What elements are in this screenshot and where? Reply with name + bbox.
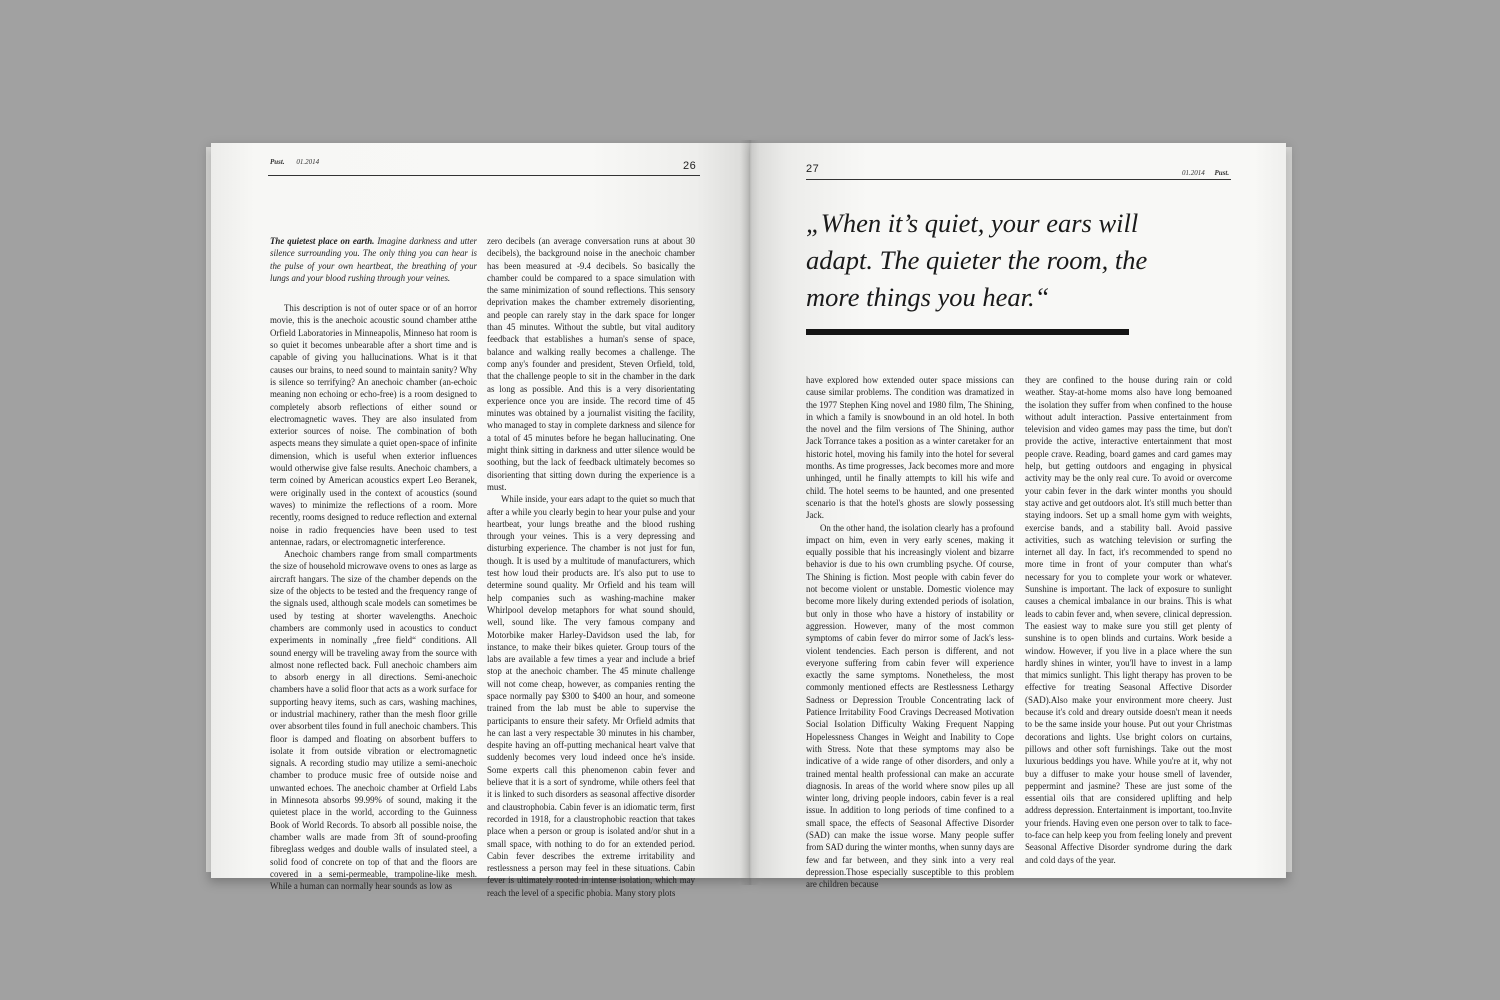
right-page-number: 27	[806, 163, 820, 175]
left-header-magazine	[270, 158, 319, 166]
body-paragraph: have explored how extended outer space missions can cause similar problems. The condition was dramatized in the 1977 Stephen King novel and 1980 film, The Shining, in which a family is snowbound in an old hotel. In both the novel and the film versions of The Shining, author Jack Torrance takes a position as a winter caretaker for an historic hotel, moving his family into the hotel for several months. As time progresses, Jack becomes more and more unhinged, until he finally attempts to kill his wife and child. The hotel seems to be haunted, and one presented scenario is that the hotel's ghosts are slowly possessing Jack.	[806, 375, 1014, 521]
left-column-2	[487, 235, 695, 898]
left-header-rule	[268, 175, 700, 176]
body-paragraph: zero decibels (an average conversation runs at about 30 decibels), the background noise in the anechoic chamber has been measured at -9.4 decibels. So basically the chamber could be compared to a space simulation with the same minimization of sound reflections. This sensory deprivation makes the chamber extremely disorienting, and people can rarely stay in the dark space for longer than 45 minutes. Without the subtle, but vital auditory feedback that establishes a human's sense of space, balance and walking really becomes a challenge. The comp any's founder and president, Steven Orfield, told, that the challenge people to sit in the chamber in the dark as long as possible. And this is a very disorientating experience once you are inside. The record time of 45 minutes was obtained by a journalist visiting the facility, who managed to stay in complete darkness and silence for a total of 45 minutes before he began hallucinating. One might think sitting in darkness and utter silence would be soothing, but the lack of feedback ultimately becomes so disorienting that sitting down during the experience is a must.	[487, 236, 695, 492]
body-paragraph: This description is not of outer space or of an horror movie, this is the anechoic acoustic sound chamber atthe Orfield Laboratories in Minneapolis, Minneso hat room is so quiet it becomes unbearable after a short time and is capable of giving you hallucinations. What is it that causes our brains, to need sound to maintain sanity? Why is silence so terrifying? An anechoic chamber (an-echoic meaning non echoing or echo-free) is a room designed to completely absorb reflections of either sound or electromagnetic waves. They are also insulated from exterior sources of noise. The combination of both aspects means they simulate a quiet open-space of infinite dimension, which is useful when exterior influences would otherwise give false results. Anechoic chambers, a term coined by American acoustics expert Leo Beranek, were originally used in the context of acoustics (sound waves) to minimize the reflections of a room. More recently, rooms designed to reduce reflection and external noise in radio frequencies have been used to test antennae, radars, or electromagnetic interference.	[270, 303, 477, 547]
body-paragraph: they are confined to the house during rain or cold weather. Stay-at-home moms also have long bemoaned the isolation they suffer from when confined to the house without adult interaction. Passive entertainment from television and video games may pass the time, but don't provide the active, interactive entertainment that most people crave. Reading, board games and card games may help, but getting outdoors and engaging in physical activity may be the only real cure. To avoid or overcome your cabin fever in the dark winter months you should stay active and get outdoors alot. It's still much better than staying indoors. Set up a small home gym with weights, exercise bands, and a stability ball. Avoid passive activities, such as watching television or surfing the internet all day. In fact, it's recommended to spend no more time in front of your computer than what's necessary for you to complete your work or whatever. Sunshine is important. The lack of exposure to sunlight causes a chemical imbalance in our brains. This is what leads to cabin fever and, when severe, clinical depression. The easiest way to make sure you still get plenty of sunshine is to open blinds and curtains. Work beside a window. However, if you live in a place where the sun hardly shines in winter, you'll have to invest in a lamp that mimics sunlight. This light therapy has proven to be effective for treating Seasonal Affective Disorder (SAD).Also make your environment more cheery. Just because it's cold and dreary outside doesn't mean it needs to be the same inside your house. Put out your Christmas decorations and lights. Use bright colors on curtains, pillows and other soft furnishings. Take out the most luxurious beddings you have. While you're at it, why not buy a diffuser to make your house smell of lavender, peppermint and jasmine? These are just some of the essential oils that are considered uplifting and help address depression. Entertainment is important, too.Invite your friends. Having even one person over to talk to face-to-face can help keep you from feeling lonely and prevent Seasonal Affective Disorder syndrome during the dark and cold days of the year.	[1025, 375, 1232, 865]
lead-paragraph	[270, 235, 477, 284]
right-header-rule	[806, 179, 1231, 180]
pull-quote-rule	[806, 329, 1129, 335]
left-column-1	[270, 235, 477, 892]
body-paragraph: On the other hand, the isolation clearly has a profound impact on him, even in very early scenes, making it equally possible that his increasingly violent and bizarre behavior is due to his own crumbling psyche. Of course, The Shining is fiction. Most people with cabin fever do not become violent or unstable. Domestic violence may become more likely during extended periods of isolation, but only in those who have a history of instability or aggression. However, many of the most common symptoms of cabin fever do mirror some of Jack's less-violent tendencies. Each person is different, and not everyone suffering from cabin fever will experience exactly the same symptoms. Nonetheless, the most commonly mentioned effects are Restlessness Lethargy Sadness or Depression Trouble Concentrating lack of Patience Irritability Food Cravings Decreased Motivation Social Isolation Difficulty Waking Frequent Napping Hopelessness Changes in Weight and Inability to Cope with Stress. Note that these symptoms may also be indicative of a wide range of other disorders, and only a trained mental health professional can make an accurate diagnosis. In areas of the world where snow piles up all winter long, driving people indoors, cabin fever is a real issue. In addition to long periods of time confined to a small space, the effects of Seasonal Affective Disorder (SAD) can make the issue worse. Many people suffer from SAD during the winter months, when sunny days are few and far between, and they sink into a very real depression.Those especially susceptible to this problem are children because	[806, 522, 1014, 890]
right-column-2	[1025, 374, 1232, 865]
issue-date: 01.2014	[296, 158, 320, 166]
right-column-1	[806, 374, 1014, 890]
issue-date: 01.2014	[1182, 169, 1205, 177]
body-paragraph: Anechoic chambers range from small compartments the size of household microwave ovens to ones as large as aircraft hangars. The size of the chamber depends on the size of the objects to be tested and the frequency range of the signals used, although scale models can sometimes be used by testing at shorter wavelengths. Anechoic chambers are commonly used in acoustics to conduct experiments in nominally „free field“ conditions. All sound energy will be traveling away from the source with almost none reflected back. Full anechoic chambers aim to absorb energy in all directions. Semi-anechoic chambers have a solid floor that acts as a work surface for supporting heavy items, such as cars, washing machines, or industrial machinery, rather than the mesh floor grille over absorbent tiles found in full anechoic chambers. This floor is damped and floating on absorbent buffers to isolate it from outside vibration or electromagnetic signals. A recording studio may utilize a semi-anechoic chamber to produce music free of outside noise and unwanted echoes. The anechoic chamber at Orfield Labs in Minnesota absorbs 99.99% of sound, making it the quietest place in the world, according to the Guinness Book of World Records. To absorb all possible noise, the chamber walls are made from 3ft of sound-proofing fibreglass wedges and double walls of insulated steel, a solid food of concrete on top of that and the floors are covered in a semi-permeable, trampoline-like mesh. While a human can normally hear sounds as low as	[270, 549, 477, 892]
article-intro: Imagine darkness and utter silence surrounding you. The only thing you can hear is the pulse of your own heartbeat, the breathing of your lungs and your blood rushing through your veines.	[270, 236, 477, 283]
magazine-name: Pust.	[1214, 169, 1230, 177]
article-title: The quietest place on earth.	[270, 236, 375, 246]
right-header-magazine	[1182, 169, 1229, 177]
left-page-number: 26	[683, 160, 697, 172]
body-paragraph: While inside, your ears adapt to the quiet so much that after a while you clearly begin to hear your pulse and your heartbeat, your lungs breathe and the blood rushing through your veines. This is a very depressing and disturbing experience. The chamber is not just for fun, though. It is used by a multitude of manufacturers, which test how loud their products are. It's also put to use to determine sound quality. Mr Orfield and his team will help companies such as washing-machine maker Whirlpool develop metaphors for what sound should, well, sound like. The very famous company and Motorbike maker Harley-Davidson used the lab, for instance, to make their bikes quieter. Group tours of the labs are available a few times a year and include a brief stop at the anechoic chamber. The 45 minute challenge will not come cheap, however, as companies renting the space normally pay $300 to $400 an hour, and someone trained from the lab must be able to supervise the participants to ensure their safety. Mr Orfield admits that he can last a very respectable 30 minutes in his chamber, despite having an off-putting mechanical heart valve that suddenly becomes very loud indeed once he's inside. Some experts call this phenomenon cabin fever and believe that it is a sort of syndrome, while others feel that it is linked to such disorders as seasonal affective disorder and claustrophobia. Cabin fever is an idiomatic term, first recorded in 1918, for a claustrophobic reaction that takes place when a person or group is isolated and/or shut in a small space, with nothing to do for an extended period. Cabin fever describes the extreme irritability and restlessness a person may feel in these situations. Cabin fever is ultimately rooted in intense isolation, which may reach the level of a specific phobia. Many story plots	[487, 494, 695, 898]
pull-quote: „When it’s quiet, your ears will adapt. The quieter the room, the more things you hear.“	[806, 208, 1148, 312]
spine-gutter	[740, 140, 760, 885]
magazine-name: Pust.	[270, 158, 285, 166]
